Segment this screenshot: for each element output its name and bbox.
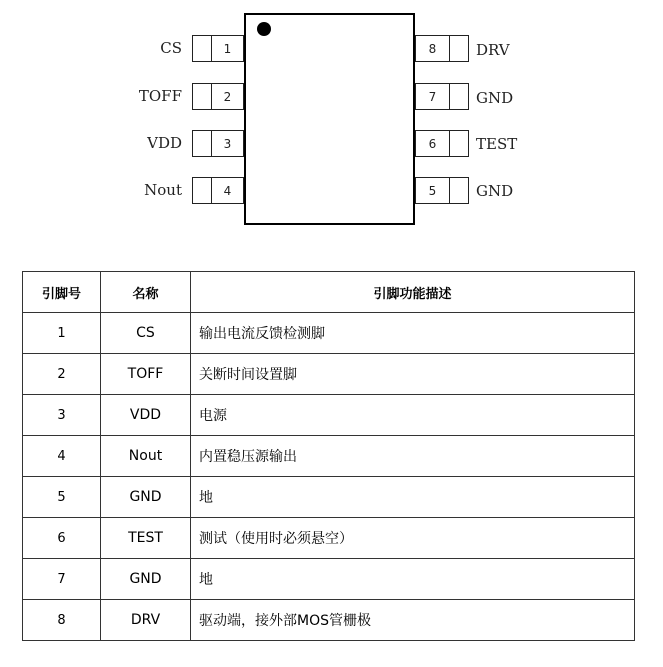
pin-function-table bbox=[22, 271, 635, 641]
pin-4 bbox=[192, 177, 244, 204]
pin-label: TOFF bbox=[138, 87, 182, 105]
table-row bbox=[23, 477, 635, 518]
pin-label: GND bbox=[476, 182, 514, 200]
table-row bbox=[23, 518, 635, 559]
table-row bbox=[23, 395, 635, 436]
pin-1 bbox=[192, 35, 244, 62]
pin-6 bbox=[415, 130, 469, 157]
table-row bbox=[23, 559, 635, 600]
pin-number: 6 bbox=[428, 136, 437, 151]
cell-pin-description: 输出电流反馈检测脚 bbox=[191, 313, 635, 354]
table-row bbox=[23, 313, 635, 354]
cell-pin-number: 7 bbox=[23, 559, 101, 600]
pin-number: 3 bbox=[223, 136, 232, 151]
cell-pin-name: TEST bbox=[101, 518, 191, 559]
cell-pin-name: VDD bbox=[101, 395, 191, 436]
table-header-row bbox=[23, 272, 635, 313]
pin-label: GND bbox=[476, 89, 514, 107]
cell-pin-description: 驱动端，接外部MOS管栅极 bbox=[191, 600, 635, 641]
pin-label: Nout bbox=[144, 181, 182, 199]
cell-pin-number: 3 bbox=[23, 395, 101, 436]
pin-8 bbox=[415, 35, 469, 62]
cell-pin-number: 4 bbox=[23, 436, 101, 477]
cell-pin-description: 测试（使用时必须悬空） bbox=[191, 518, 635, 559]
cell-pin-name: CS bbox=[101, 313, 191, 354]
table-row bbox=[23, 600, 635, 641]
cell-pin-number: 2 bbox=[23, 354, 101, 395]
header-pin-number: 引脚号 bbox=[23, 272, 101, 313]
cell-pin-number: 6 bbox=[23, 518, 101, 559]
pin-7 bbox=[415, 83, 469, 110]
cell-pin-name: TOFF bbox=[101, 354, 191, 395]
pin1-indicator-dot bbox=[257, 22, 271, 36]
cell-pin-name: DRV bbox=[101, 600, 191, 641]
cell-pin-number: 1 bbox=[23, 313, 101, 354]
pin-label: VDD bbox=[147, 134, 182, 152]
pin-number: 7 bbox=[428, 89, 437, 104]
pin-3 bbox=[192, 130, 244, 157]
pin-label: DRV bbox=[476, 41, 510, 59]
table-row bbox=[23, 436, 635, 477]
cell-pin-name: GND bbox=[101, 477, 191, 518]
cell-pin-description: 地 bbox=[191, 477, 635, 518]
cell-pin-name: Nout bbox=[101, 436, 191, 477]
cell-pin-description: 内置稳压源输出 bbox=[191, 436, 635, 477]
cell-pin-description: 关断时间设置脚 bbox=[191, 354, 635, 395]
pin-label: CS bbox=[160, 39, 182, 57]
cell-pin-name: GND bbox=[101, 559, 191, 600]
pin-number: 8 bbox=[428, 41, 437, 56]
pin-5 bbox=[415, 177, 469, 204]
chip-body bbox=[244, 13, 415, 225]
pin-label: TEST bbox=[476, 135, 518, 153]
pin-number: 4 bbox=[223, 183, 232, 198]
cell-pin-number: 5 bbox=[23, 477, 101, 518]
pin-2 bbox=[192, 83, 244, 110]
table-row bbox=[23, 354, 635, 395]
pin-number: 1 bbox=[223, 41, 232, 56]
pin-number: 2 bbox=[223, 89, 232, 104]
header-pin-name: 名称 bbox=[101, 272, 191, 313]
header-pin-description: 引脚功能描述 bbox=[191, 272, 635, 313]
pin-number: 5 bbox=[428, 183, 437, 198]
cell-pin-description: 地 bbox=[191, 559, 635, 600]
cell-pin-number: 8 bbox=[23, 600, 101, 641]
cell-pin-description: 电源 bbox=[191, 395, 635, 436]
